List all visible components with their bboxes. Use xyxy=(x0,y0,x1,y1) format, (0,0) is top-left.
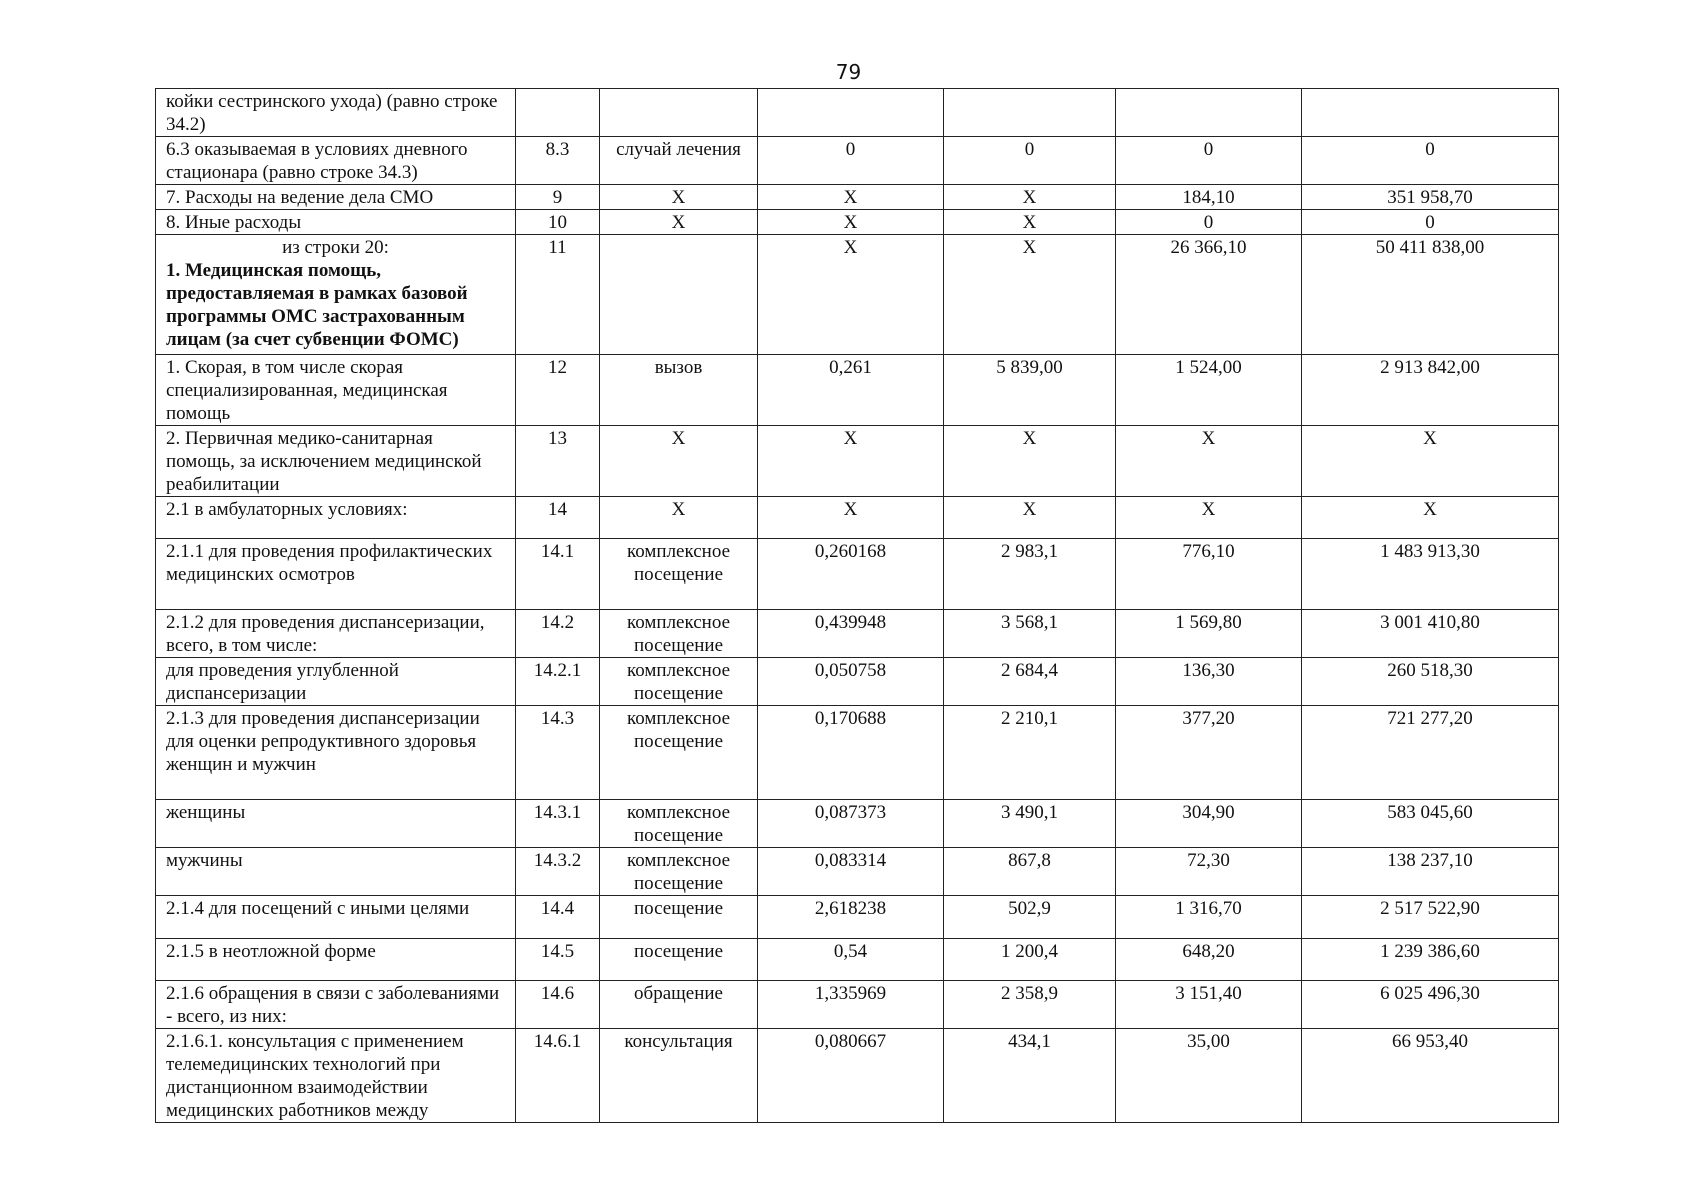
per-capita-cell: 72,30 xyxy=(1116,848,1302,896)
row-number-cell: 14.3.2 xyxy=(516,848,600,896)
unit-cell: посещение xyxy=(600,939,758,981)
per-capita-cell: X xyxy=(1116,426,1302,497)
row-name-cell: 1. Скорая, в том числе скорая специализированная, медицинская помощь xyxy=(156,355,516,426)
row-name-cell: женщины xyxy=(156,800,516,848)
table-row xyxy=(156,539,1559,610)
row-name-cell: 2.1.3 для проведения диспансеризации для оценки репродуктивного здоровья женщин и мужчин xyxy=(156,706,516,800)
per-capita-cell: 26 366,10 xyxy=(1116,235,1302,355)
row-number-cell: 13 xyxy=(516,426,600,497)
per-capita-cell: 0 xyxy=(1116,137,1302,185)
page-number: 79 xyxy=(835,60,862,84)
row-number-cell: 14.4 xyxy=(516,896,600,939)
row-number-cell: 14.5 xyxy=(516,939,600,981)
volume-cell: 1,335969 xyxy=(758,981,944,1029)
unit-cell: комплексное посещение xyxy=(600,706,758,800)
cost-cell: 867,8 xyxy=(944,848,1116,896)
cost-cell: 2 983,1 xyxy=(944,539,1116,610)
volume-cell: X xyxy=(758,497,944,539)
per-capita-cell: 304,90 xyxy=(1116,800,1302,848)
unit-cell: комплексное посещение xyxy=(600,658,758,706)
unit-cell: X xyxy=(600,426,758,497)
cost-cell: 2 210,1 xyxy=(944,706,1116,800)
per-capita-cell: 648,20 xyxy=(1116,939,1302,981)
cost-cell: X xyxy=(944,235,1116,355)
total-cell: 721 277,20 xyxy=(1302,706,1559,800)
cost-cell xyxy=(944,89,1116,137)
cost-cell: 2 358,9 xyxy=(944,981,1116,1029)
total-cell: 1 239 386,60 xyxy=(1302,939,1559,981)
table-row xyxy=(156,89,1559,137)
table-row xyxy=(156,355,1559,426)
table-row xyxy=(156,210,1559,235)
section-subheading: из строки 20: xyxy=(282,237,389,258)
table-row xyxy=(156,896,1559,939)
table-row xyxy=(156,658,1559,706)
total-cell: 66 953,40 xyxy=(1302,1029,1559,1123)
row-number-cell: 14.3.1 xyxy=(516,800,600,848)
total-cell: 583 045,60 xyxy=(1302,800,1559,848)
row-number-cell: 14.3 xyxy=(516,706,600,800)
volume-cell: X xyxy=(758,235,944,355)
row-number-cell: 11 xyxy=(516,235,600,355)
row-number-cell: 14.2 xyxy=(516,610,600,658)
table-row xyxy=(156,706,1559,800)
per-capita-cell: 0 xyxy=(1116,210,1302,235)
total-cell: 260 518,30 xyxy=(1302,658,1559,706)
unit-cell xyxy=(600,89,758,137)
per-capita-cell: 3 151,40 xyxy=(1116,981,1302,1029)
total-cell: X xyxy=(1302,426,1559,497)
per-capita-cell: 1 524,00 xyxy=(1116,355,1302,426)
cost-cell: X xyxy=(944,426,1116,497)
cost-cell: X xyxy=(944,210,1116,235)
unit-cell: случай лечения xyxy=(600,137,758,185)
unit-cell: обращение xyxy=(600,981,758,1029)
volume-cell: 0,083314 xyxy=(758,848,944,896)
table-row xyxy=(156,185,1559,210)
row-name-cell: 2.1 в амбулаторных условиях: xyxy=(156,497,516,539)
volume-cell: 0 xyxy=(758,137,944,185)
table-row xyxy=(156,497,1559,539)
volume-cell xyxy=(758,89,944,137)
volume-cell: X xyxy=(758,210,944,235)
unit-cell: комплексное посещение xyxy=(600,848,758,896)
table-row xyxy=(156,235,1559,355)
row-name-cell: 2.1.5 в неотложной форме xyxy=(156,939,516,981)
cost-cell: 5 839,00 xyxy=(944,355,1116,426)
row-number-cell: 12 xyxy=(516,355,600,426)
unit-cell: комплексное посещение xyxy=(600,610,758,658)
unit-cell: X xyxy=(600,497,758,539)
total-cell: X xyxy=(1302,497,1559,539)
unit-cell xyxy=(600,235,758,355)
per-capita-cell: 184,10 xyxy=(1116,185,1302,210)
volume-cell: 0,261 xyxy=(758,355,944,426)
cost-cell: 3 568,1 xyxy=(944,610,1116,658)
cost-cell: 502,9 xyxy=(944,896,1116,939)
row-number-cell: 14.6 xyxy=(516,981,600,1029)
unit-cell: X xyxy=(600,185,758,210)
table-row xyxy=(156,981,1559,1029)
row-number-cell xyxy=(516,89,600,137)
table-row xyxy=(156,1029,1559,1123)
total-cell: 351 958,70 xyxy=(1302,185,1559,210)
cost-cell: 0 xyxy=(944,137,1116,185)
volume-cell: X xyxy=(758,426,944,497)
total-cell: 0 xyxy=(1302,210,1559,235)
per-capita-cell: X xyxy=(1116,497,1302,539)
data-table xyxy=(155,88,1559,1123)
unit-cell: X xyxy=(600,210,758,235)
row-number-cell: 8.3 xyxy=(516,137,600,185)
volume-cell: X xyxy=(758,185,944,210)
row-name-cell: мужчины xyxy=(156,848,516,896)
row-number-cell: 14 xyxy=(516,497,600,539)
table-row xyxy=(156,610,1559,658)
cost-cell: 3 490,1 xyxy=(944,800,1116,848)
volume-cell: 0,087373 xyxy=(758,800,944,848)
cost-cell: 2 684,4 xyxy=(944,658,1116,706)
cost-cell: 1 200,4 xyxy=(944,939,1116,981)
per-capita-cell: 1 316,70 xyxy=(1116,896,1302,939)
cost-cell: X xyxy=(944,497,1116,539)
unit-cell: вызов xyxy=(600,355,758,426)
unit-cell: комплексное посещение xyxy=(600,800,758,848)
row-name-cell: 2.1.4 для посещений с иными целями xyxy=(156,896,516,939)
per-capita-cell: 35,00 xyxy=(1116,1029,1302,1123)
row-number-cell: 9 xyxy=(516,185,600,210)
table-row xyxy=(156,426,1559,497)
per-capita-cell: 377,20 xyxy=(1116,706,1302,800)
per-capita-cell: 1 569,80 xyxy=(1116,610,1302,658)
total-cell xyxy=(1302,89,1559,137)
volume-cell: 0,080667 xyxy=(758,1029,944,1123)
per-capita-cell: 776,10 xyxy=(1116,539,1302,610)
table-row xyxy=(156,848,1559,896)
total-cell: 2 517 522,90 xyxy=(1302,896,1559,939)
row-number-cell: 10 xyxy=(516,210,600,235)
per-capita-cell: 136,30 xyxy=(1116,658,1302,706)
table-row xyxy=(156,939,1559,981)
cost-cell: X xyxy=(944,185,1116,210)
row-name-cell: 2.1.6 обращения в связи с заболеваниями - всего, из них: xyxy=(156,981,516,1029)
row-name-cell: 6.3 оказываемая в условиях дневного стационара (равно строке 34.3) xyxy=(156,137,516,185)
row-name-cell: 2. Первичная медико-санитарная помощь, за исключением медицинской реабилитации xyxy=(156,426,516,497)
total-cell: 50 411 838,00 xyxy=(1302,235,1559,355)
section-heading: 1. Медицинская помощь, предоставляемая в рамках базовой программы ОМС застрахованным лицам (за счет субвенции ФОМС) xyxy=(166,260,468,350)
unit-cell: консультация xyxy=(600,1029,758,1123)
unit-cell: комплексное посещение xyxy=(600,539,758,610)
table-row xyxy=(156,137,1559,185)
row-number-cell: 14.2.1 xyxy=(516,658,600,706)
row-name-cell xyxy=(156,235,516,355)
volume-cell: 0,050758 xyxy=(758,658,944,706)
row-name-cell: 2.1.1 для проведения профилактических медицинских осмотров xyxy=(156,539,516,610)
unit-cell: посещение xyxy=(600,896,758,939)
volume-cell: 0,260168 xyxy=(758,539,944,610)
table-row xyxy=(156,800,1559,848)
total-cell: 0 xyxy=(1302,137,1559,185)
volume-cell: 0,54 xyxy=(758,939,944,981)
per-capita-cell xyxy=(1116,89,1302,137)
row-name-cell: койки сестринского ухода) (равно строке 34.2) xyxy=(156,89,516,137)
row-name-cell: 7. Расходы на ведение дела СМО xyxy=(156,185,516,210)
total-cell: 3 001 410,80 xyxy=(1302,610,1559,658)
total-cell: 138 237,10 xyxy=(1302,848,1559,896)
total-cell: 6 025 496,30 xyxy=(1302,981,1559,1029)
row-name-cell: 8. Иные расходы xyxy=(156,210,516,235)
table-body xyxy=(156,89,1559,1123)
row-number-cell: 14.6.1 xyxy=(516,1029,600,1123)
volume-cell: 0,439948 xyxy=(758,610,944,658)
cost-cell: 434,1 xyxy=(944,1029,1116,1123)
volume-cell: 2,618238 xyxy=(758,896,944,939)
total-cell: 2 913 842,00 xyxy=(1302,355,1559,426)
row-name-cell: 2.1.2 для проведения диспансеризации, всего, в том числе: xyxy=(156,610,516,658)
row-name-cell: для проведения углубленной диспансеризации xyxy=(156,658,516,706)
row-number-cell: 14.1 xyxy=(516,539,600,610)
row-name-cell: 2.1.6.1. консультация с применением телемедицинских технологий при дистанционном взаимодействии медицинских работников между xyxy=(156,1029,516,1123)
total-cell: 1 483 913,30 xyxy=(1302,539,1559,610)
volume-cell: 0,170688 xyxy=(758,706,944,800)
